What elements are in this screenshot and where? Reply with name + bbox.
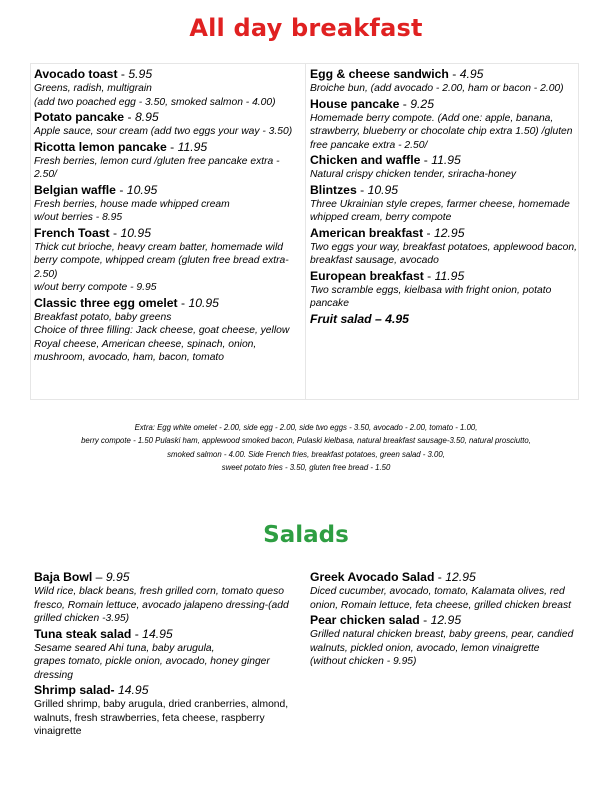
menu-item-price: 11.95 [431,153,461,167]
menu-item-price: 5.95 [128,67,153,81]
menu-item [34,626,302,683]
menu-item-separator: - [399,96,411,111]
menu-item-price: 12.95 [433,225,465,240]
menu-item-heading [34,626,302,642]
menu-item [34,66,302,109]
menu-item-price: 11.95 [177,139,208,154]
menu-item-separator: - [419,613,431,627]
menu-item-description: Three Ukrainian style crepes, farmer cheese, homemade whipped cream, berry compote [310,198,570,223]
menu-item-name: Chicken and waffle [310,153,421,167]
menu-item-heading [310,182,578,198]
menu-item-description: Thick cut brioche, heavy cream batter, homemade wild berry compote, whipped cream (gluten free bread extra- 2.50) [34,241,289,280]
menu-item-heading [34,569,302,585]
menu-item-name: American breakfast [310,225,424,240]
menu-item [34,182,302,225]
menu-item-separator: - [423,225,434,240]
menu-item-name: Greek Avocado Salad [310,570,435,584]
menu-item-price: 10.95 [188,295,219,310]
menu-item-price: 4.95 [385,311,409,326]
extras-line: smoked salmon - 4.00. Side French fries, breakfast potatoes, green salad - 3.00, [167,449,445,459]
menu-item-description: Natural crispy chicken tender, sriracha-honey [310,169,517,180]
menu-item-heading [310,311,578,327]
menu-item-description: Choice of three filling: Jack cheese, goat cheese, yellow Royal cheese, American cheese, spinach, onion, mushroom, avocado, ham, bacon, tomato [34,325,290,363]
menu-item-description: Apple sauce, sour cream (add two eggs your way - 3.50) [34,126,293,137]
salads-title: Salads [263,522,349,548]
column-divider [305,64,306,399]
menu-item [34,569,302,626]
menu-item [310,569,578,612]
menu-item-description: Breakfast potato, baby greens [34,311,172,323]
menu-item [310,311,578,327]
menu-item-description: Grilled natural chicken breast, baby greens, pear, candied walnuts, pickled onion, avocado, lemon vinaigrette [310,629,574,654]
menu-item-price: 9.95 [105,570,130,584]
menu-item-description: Greens, radish, multigrain [34,83,152,94]
menu-item-price: 10.95 [126,182,158,197]
menu-item [310,66,578,96]
menu-item-description: grapes tomato, pickle onion, avocado, honey ginger dressing [34,656,270,681]
menu-item-name: Blintzes [310,182,357,197]
breakfast-left-column [34,66,302,365]
menu-item-heading [34,66,302,82]
menu-item-price: 8.95 [134,110,159,124]
menu-item-heading [34,182,302,198]
menu-item-name: European breakfast [310,268,424,283]
menu-item-price: 14.95 [117,683,149,697]
menu-item [34,139,302,182]
menu-item-heading [34,109,302,125]
extras-line: berry compote - 1.50 Pulaski ham, applewood smoked bacon, Pulaski kielbasa, natural breakfast sausage-3.50, natural prosciutto, [81,436,531,446]
menu-item-name: Belgian waffle [34,182,116,197]
menu-item [34,682,302,739]
breakfast-extras [20,421,592,474]
menu-item-name: House pancake [310,96,400,111]
menu-item-description: (without chicken - 9.95) [310,656,417,667]
menu-item-price: 10.95 [120,225,151,240]
menu-item-heading [34,225,302,241]
menu-item-name: Ricotta lemon pancake [34,139,167,154]
salads-left-column [34,569,302,739]
menu-item [34,109,302,139]
menu-item-description: w/out berries - 8.95 [34,212,123,223]
menu-item-price: 11.95 [434,268,465,283]
extras-line: Extra: Egg white omelet - 2.00, side egg - 2.00, side two eggs - 3.50, avocado - 2.00, tomato - 1.00, [134,423,478,432]
menu-item-separator: - [434,570,446,584]
menu-item [310,225,578,268]
menu-item-separator: - [423,268,435,283]
menu-item [34,225,302,295]
menu-item-separator: - [448,67,460,81]
menu-item-name: Tuna steak salad [34,626,132,641]
menu-item-name: Pear chicken salad [310,613,420,627]
menu-item-description: Diced cucumber, avocado, tomato, Kalamata olives, red onion, Romain lettuce, feta cheese, grilled chicken breast [310,586,572,611]
menu-item-name: Classic three egg omelet [34,295,178,310]
menu-item-description: Fresh berries, house made whipped cream [34,198,230,210]
menu-item-separator: - [124,110,135,124]
menu-item [310,612,578,669]
menu-item-separator: – [371,311,386,326]
menu-item-separator: - [117,67,129,81]
breakfast-title: All day breakfast [189,14,423,42]
menu-item-description: w/out berry compote - 9.95 [34,282,157,293]
menu-item-heading [310,612,578,628]
menu-item [310,182,578,225]
menu-item-price: 12.95 [430,613,462,627]
menu-item-heading [34,682,302,698]
menu-item-description: Broiche bun, (add avocado - 2.00, ham or bacon - 2.00) [310,83,564,94]
menu-item-name: Baja Bowl [34,570,93,584]
menu-item-description: Grilled shrimp, baby arugula, dried cranberries, almond, walnuts, fresh strawberries, feta cheese, raspberry vinaigrette [34,699,289,737]
menu-item [310,268,578,311]
menu-item-heading [310,225,578,241]
menu-item-name: Fruit salad [310,311,372,326]
menu-item-price: 9.25 [410,96,434,111]
menu-item-name: Avocado toast [34,67,118,81]
menu-item-heading [310,569,578,585]
salads-right-column [310,569,578,669]
menu-item-separator: - [166,139,178,154]
menu-item-name: Egg & cheese sandwich [310,67,449,81]
menu-item-heading [34,139,302,155]
menu-item-description: Two scramble eggs, kielbasa with fright onion, potato pancake [310,284,552,309]
menu-item-price: 4.95 [459,67,484,81]
menu-item [34,295,302,365]
menu-item-separator: - [115,182,127,197]
menu-item-name: Potato pancake [34,110,125,124]
menu-item-price: 12.95 [445,570,476,584]
menu-item-heading [310,268,578,284]
extras-line: sweet potato fries - 3.50, gluten free bread - 1.50 [221,462,391,472]
menu-item-heading [310,96,578,112]
menu-item-heading [34,295,302,311]
menu-item-separator: - [177,295,189,310]
menu-item-price: 14.95 [142,626,173,641]
menu-item-description: (add two poached egg - 3.50, smoked salmon - 4.00) [34,96,276,108]
menu-item-description: Homemade berry compote. (Add one: apple, banana, strawberry, blueberry or chocolate chip extra 1.50) /gluten free pancake extra - 2.50/ [310,112,573,151]
menu-item-heading [310,66,578,82]
breakfast-right-column [310,66,578,327]
menu-item [310,152,578,182]
menu-item-description: Two eggs your way, breakfast potatoes, applewood bacon, breakfast sausage, avocado [310,241,577,266]
menu-item-price: 10.95 [367,182,399,197]
menu-item-separator: - [109,225,121,240]
menu-item-separator: - [420,153,432,167]
menu-item-description: Fresh berries, lemon curd /gluten free pancake extra - 2.50/ [34,155,280,180]
menu-item-name: Shrimp salad- [34,683,115,697]
menu-item-separator: - [356,182,368,197]
menu-item-separator: - [131,626,143,641]
menu-item-heading [310,152,578,168]
menu-item-description: Wild rice, black beans, fresh grilled corn, tomato queso fresco, Romain lettuce, avocado jalapeno dressing-(add grilled chicken -3.95) [34,586,289,624]
menu-item [310,96,578,153]
menu-item-name: French Toast [34,225,110,240]
menu-item-separator: – [92,570,106,584]
menu-item-description: Sesame seared Ahi tuna, baby arugula, [34,642,215,654]
